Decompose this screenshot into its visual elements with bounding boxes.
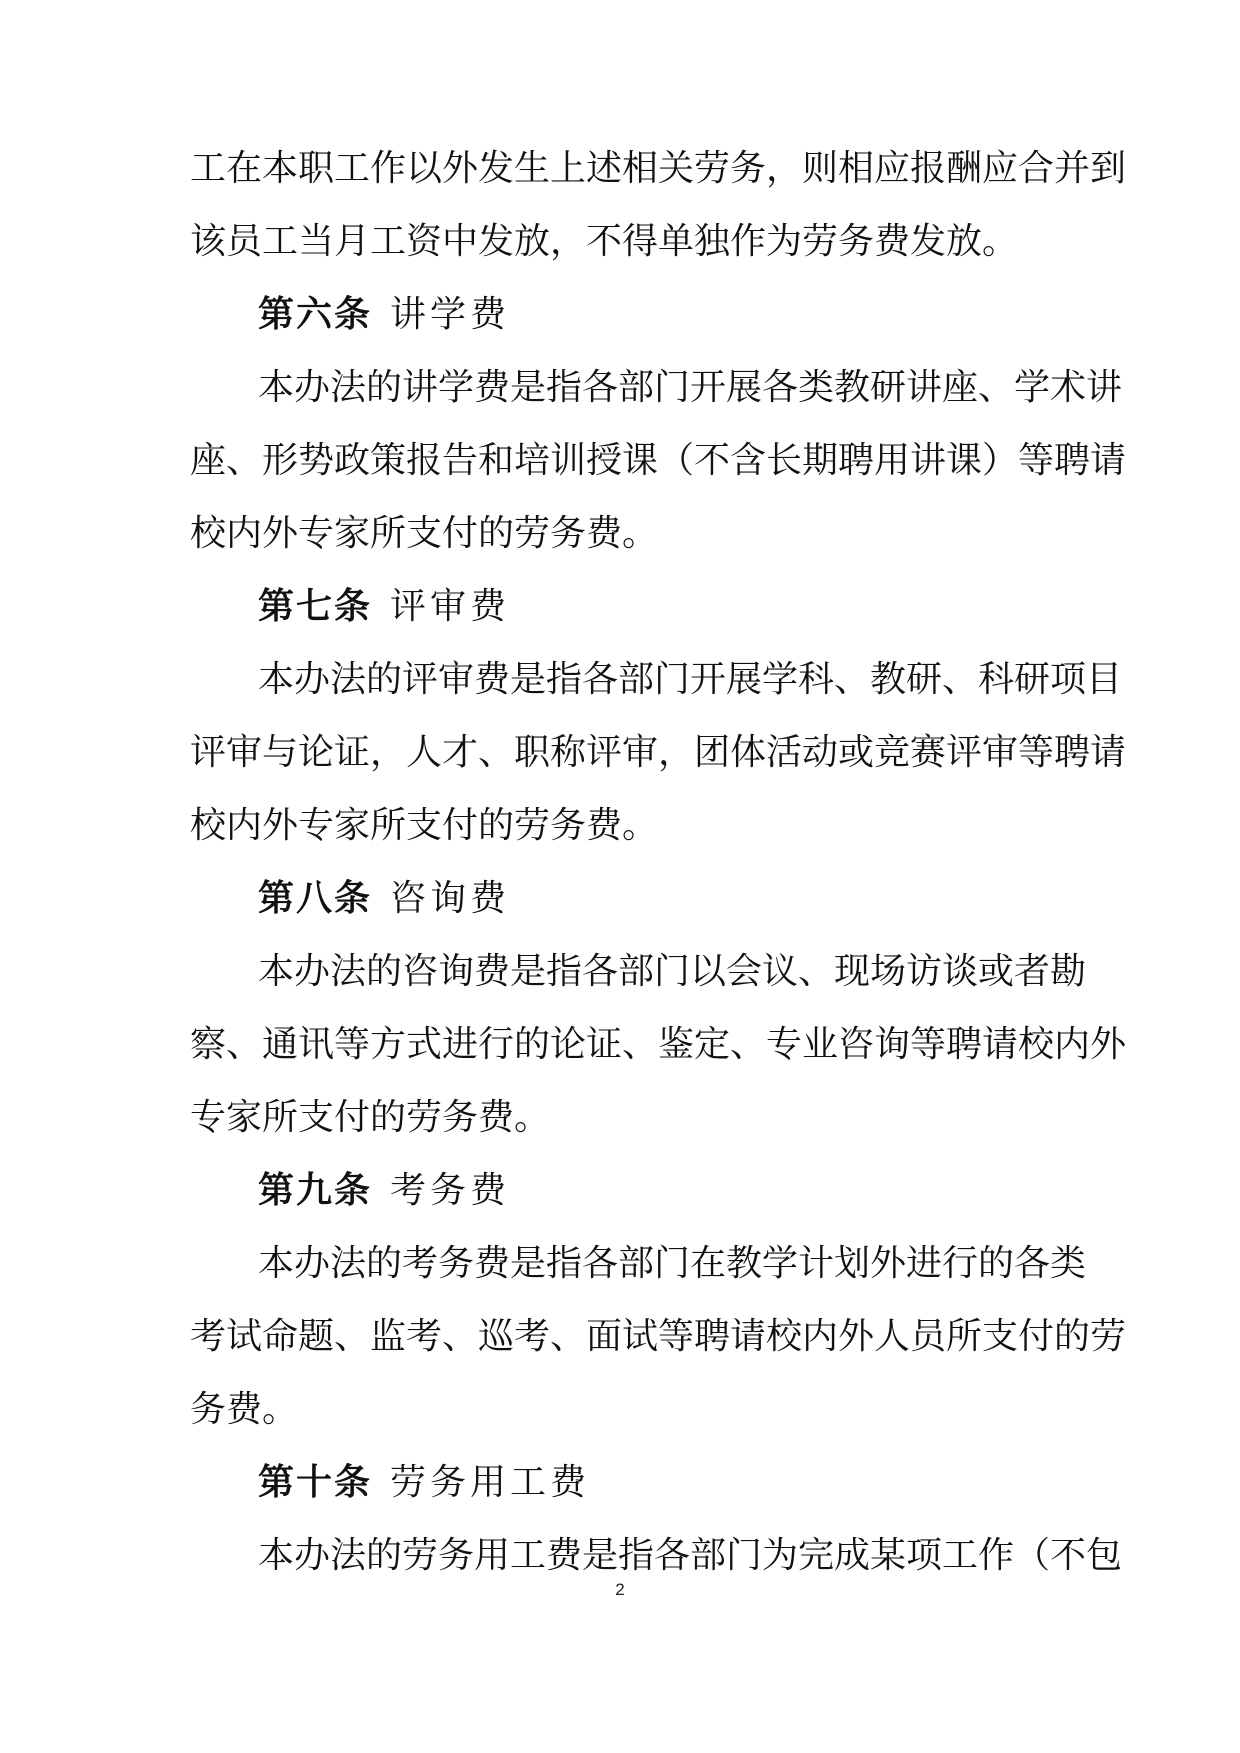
- document-body: [190, 132, 1127, 1592]
- article-number: 第六条: [258, 294, 373, 335]
- paragraph-line: 评审与论证，人才、职称评审，团体活动或竞赛评审等聘请: [190, 732, 1127, 773]
- article-number: 第十条: [258, 1462, 373, 1503]
- paragraph-line: 本办法的讲学费是指各部门开展各类教研讲座、学术讲: [258, 367, 1123, 408]
- article-heading: [190, 1446, 1060, 1519]
- article-title: 评审费: [390, 586, 511, 627]
- article-number: 第九条: [258, 1170, 373, 1211]
- paragraph-line: 本办法的劳务用工费是指各部门为完成某项工作（不包: [258, 1535, 1123, 1576]
- article-title: 考务费: [390, 1170, 511, 1211]
- article-heading: [190, 570, 1060, 643]
- article-heading: [190, 1154, 1060, 1227]
- paragraph-line: 校内外专家所支付的劳务费。: [190, 513, 659, 554]
- paragraph-line: 专家所支付的劳务费。: [190, 1097, 551, 1138]
- article-title: 讲学费: [390, 294, 511, 335]
- article-number: 第八条: [258, 878, 373, 919]
- paragraph-line: 本办法的评审费是指各部门开展学科、教研、科研项目: [258, 659, 1123, 700]
- paragraph-line: 该员工当月工资中发放，不得单独作为劳务费发放。: [190, 221, 1019, 262]
- paragraph-line: 座、形势政策报告和培训授课（不含长期聘用讲课）等聘请: [190, 440, 1127, 481]
- paragraph-line: 务费。: [190, 1389, 299, 1430]
- article-heading: [190, 278, 1060, 351]
- page-number: 2: [615, 1580, 625, 1599]
- paragraph-line: 本办法的咨询费是指各部门以会议、现场访谈或者勘: [258, 951, 1087, 992]
- article-title: 劳务用工费: [390, 1462, 591, 1503]
- article-title: 咨询费: [390, 878, 511, 919]
- article-number: 第七条: [258, 586, 373, 627]
- paragraph-line: 察、通讯等方式进行的论证、鉴定、专业咨询等聘请校内外: [190, 1024, 1127, 1065]
- paragraph-line: 本办法的考务费是指各部门在教学计划外进行的各类: [258, 1243, 1087, 1284]
- paragraph-line: 考试命题、监考、巡考、面试等聘请校内外人员所支付的劳: [190, 1316, 1127, 1357]
- paragraph-line: 校内外专家所支付的劳务费。: [190, 805, 659, 846]
- article-heading: [190, 862, 1060, 935]
- paragraph-line: 工在本职工作以外发生上述相关劳务，则相应报酬应合并到: [190, 148, 1127, 189]
